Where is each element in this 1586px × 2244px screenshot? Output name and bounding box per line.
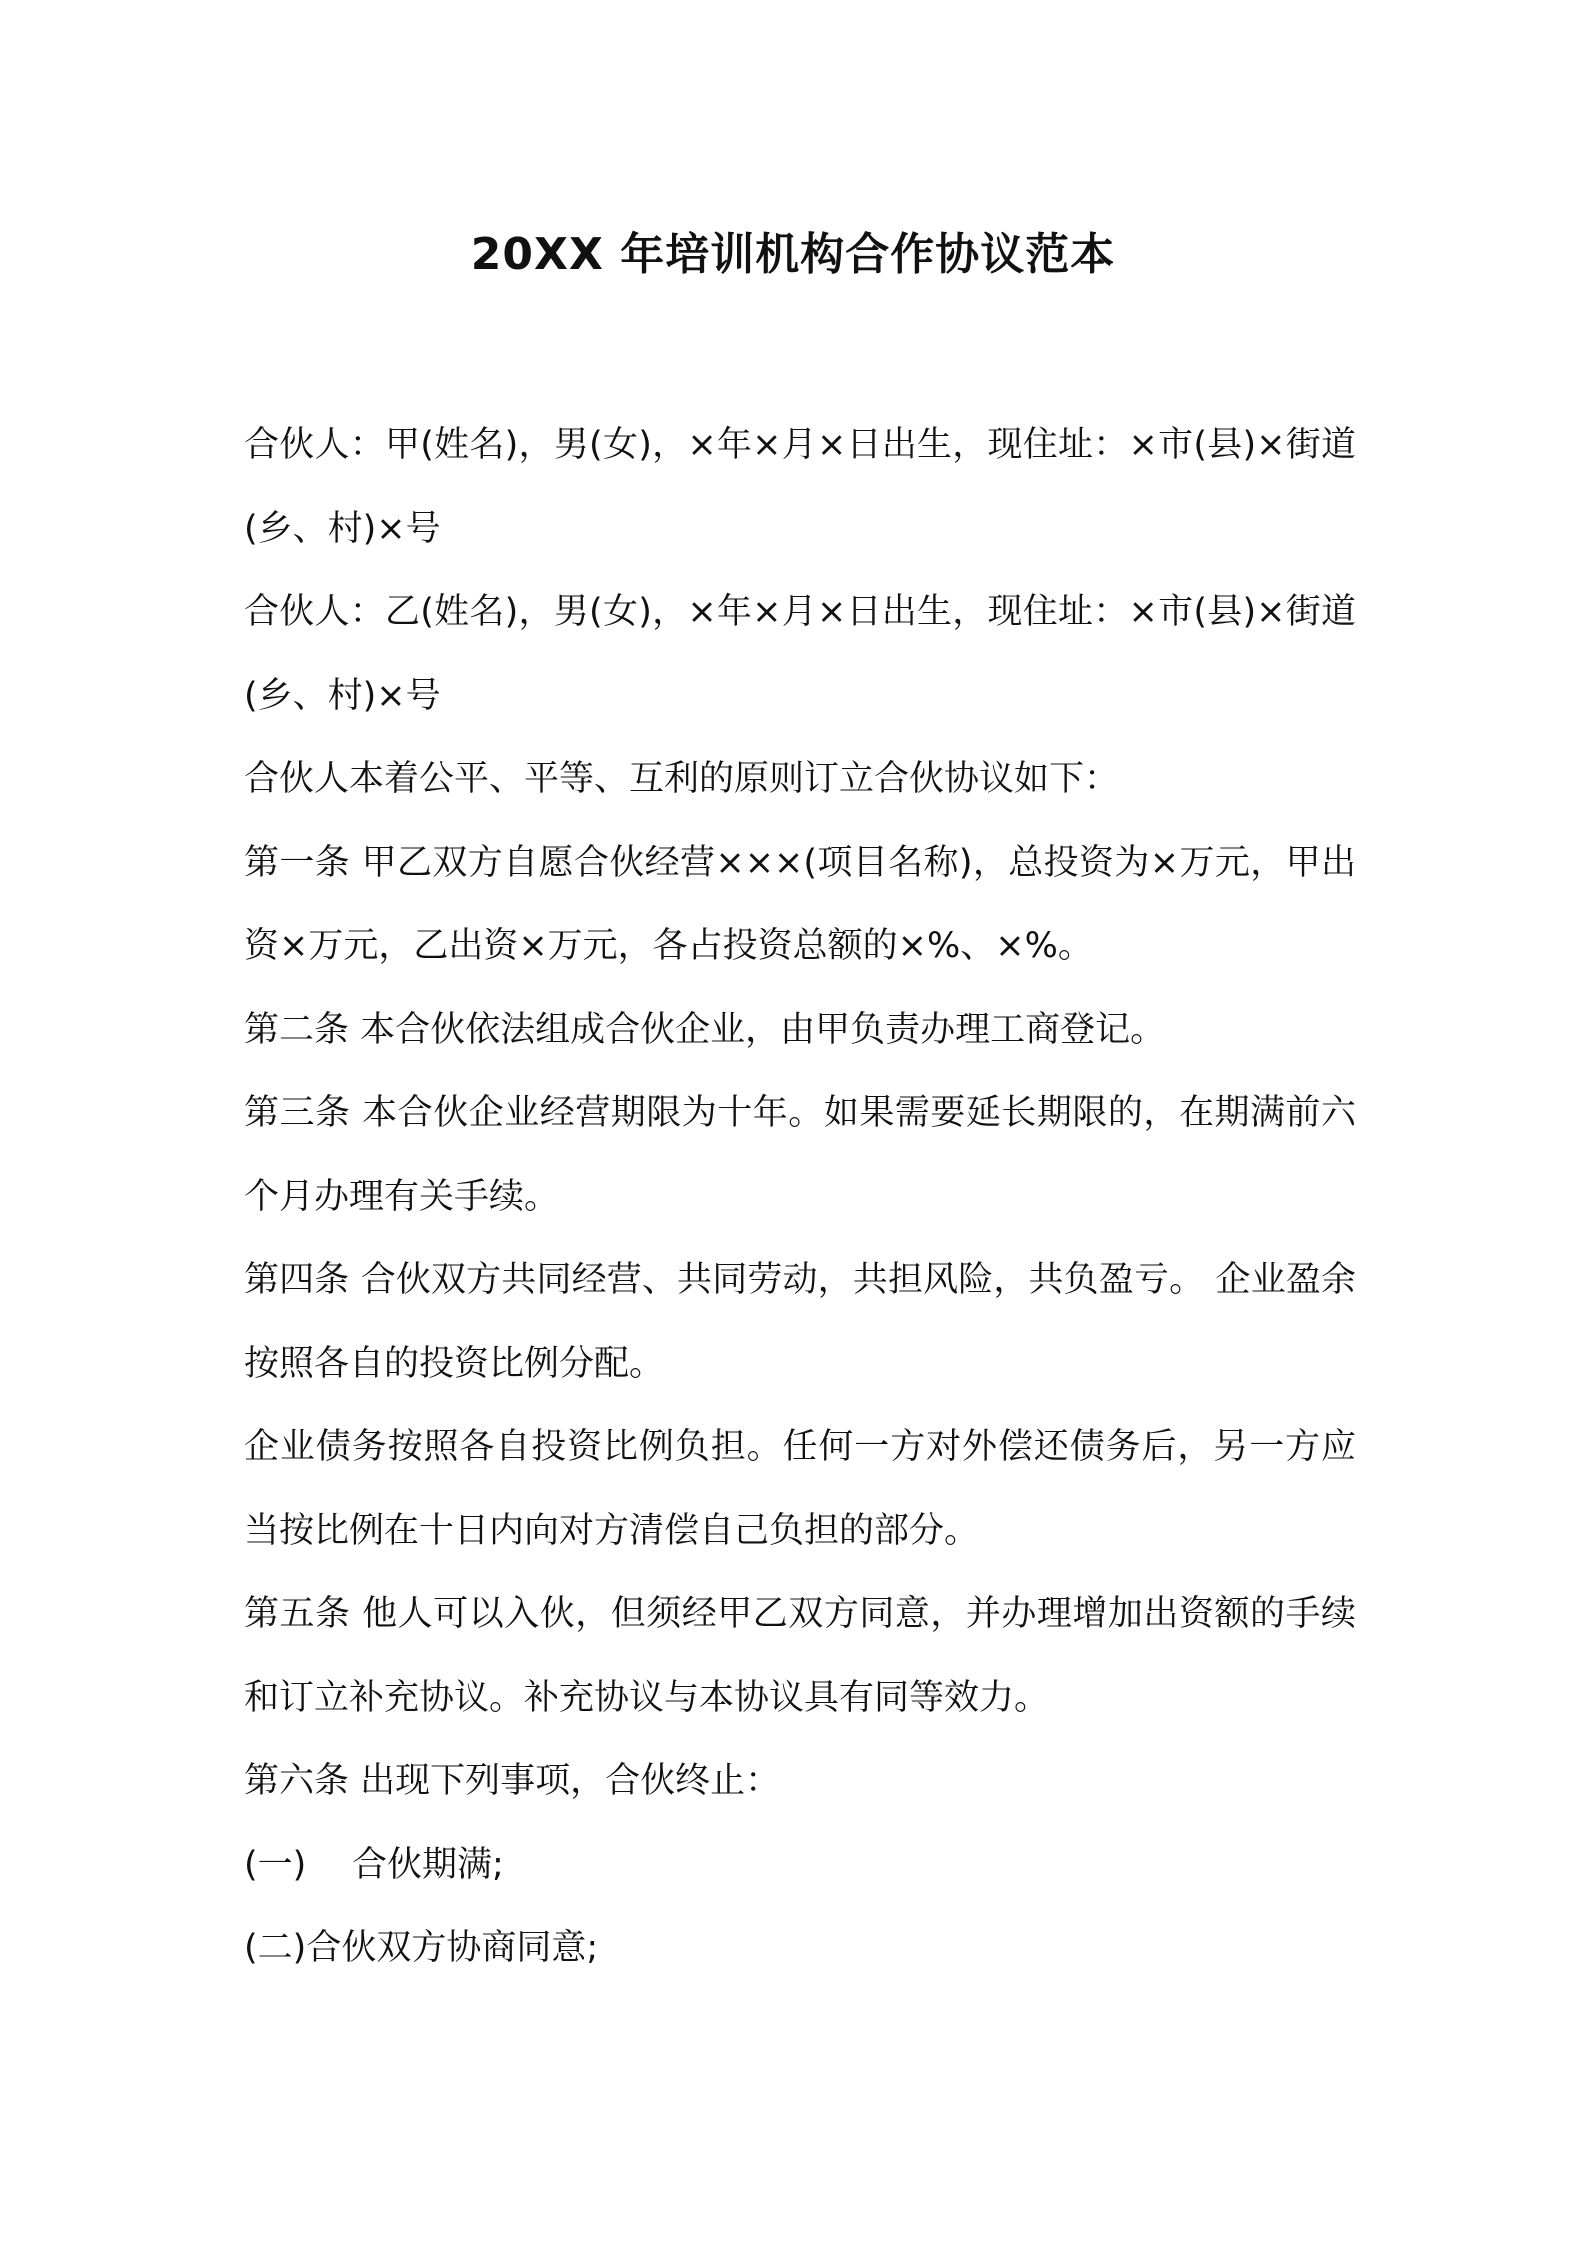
termination-item-1 bbox=[244, 1824, 1356, 1908]
document-title: 20XX 年培训机构合作协议范本 bbox=[470, 229, 1116, 280]
article-6-paragraph: 第六条 出现下列事项，合伙终止： bbox=[244, 1761, 781, 1801]
article-1-paragraph: 第一条 甲乙双方自愿合伙经营×××(项目名称)，总投资为×万元，甲出资×万元，乙出资×万元，各占投资总额的×%、×%。 bbox=[244, 842, 1356, 966]
article-4-paragraph: 第四条 合伙双方共同经营、共同劳动，共担风险，共负盈亏。 企业盈余按照各自的投资比例分配。 bbox=[244, 1260, 1356, 1384]
preamble-paragraph: 合伙人本着公平、平等、互利的原则订立合伙协议如下： bbox=[244, 759, 1120, 799]
termination-item-2-text: 合伙双方协商同意; bbox=[306, 1928, 599, 1968]
termination-item-2 bbox=[244, 1907, 1356, 1991]
debt-paragraph: 企业债务按照各自投资比例负担。任何一方对外偿还债务后，另一方应当按比例在十日内向对方清偿自己负担的部分。 bbox=[244, 1427, 1356, 1551]
partner-a-paragraph: 合伙人：甲(姓名)，男(女)，×年×月×日出生，现住址：×市(县)×街道(乡、村)×号 bbox=[244, 425, 1356, 549]
termination-item-1-number: (一) bbox=[244, 1844, 307, 1885]
article-3-paragraph: 第三条 本合伙企业经营期限为十年。如果需要延长期限的，在期满前六个月办理有关手续。 bbox=[244, 1093, 1356, 1217]
article-5-paragraph: 第五条 他人可以入伙，但须经甲乙双方同意，并办理增加出资额的手续和订立补充协议。补充协议与本协议具有同等效力。 bbox=[244, 1594, 1356, 1718]
termination-item-2-number: (二) bbox=[244, 1928, 307, 1968]
article-2-paragraph: 第二条 本合伙依法组成合伙企业，由甲负责办理工商登记。 bbox=[244, 1009, 1166, 1050]
partner-b-paragraph: 合伙人：乙(姓名)，男(女)，×年×月×日出生，现住址：×市(县)×街道(乡、村)×号 bbox=[244, 592, 1356, 716]
termination-item-1-text: 合伙期满; bbox=[352, 1844, 504, 1885]
document-body bbox=[244, 404, 1356, 1991]
